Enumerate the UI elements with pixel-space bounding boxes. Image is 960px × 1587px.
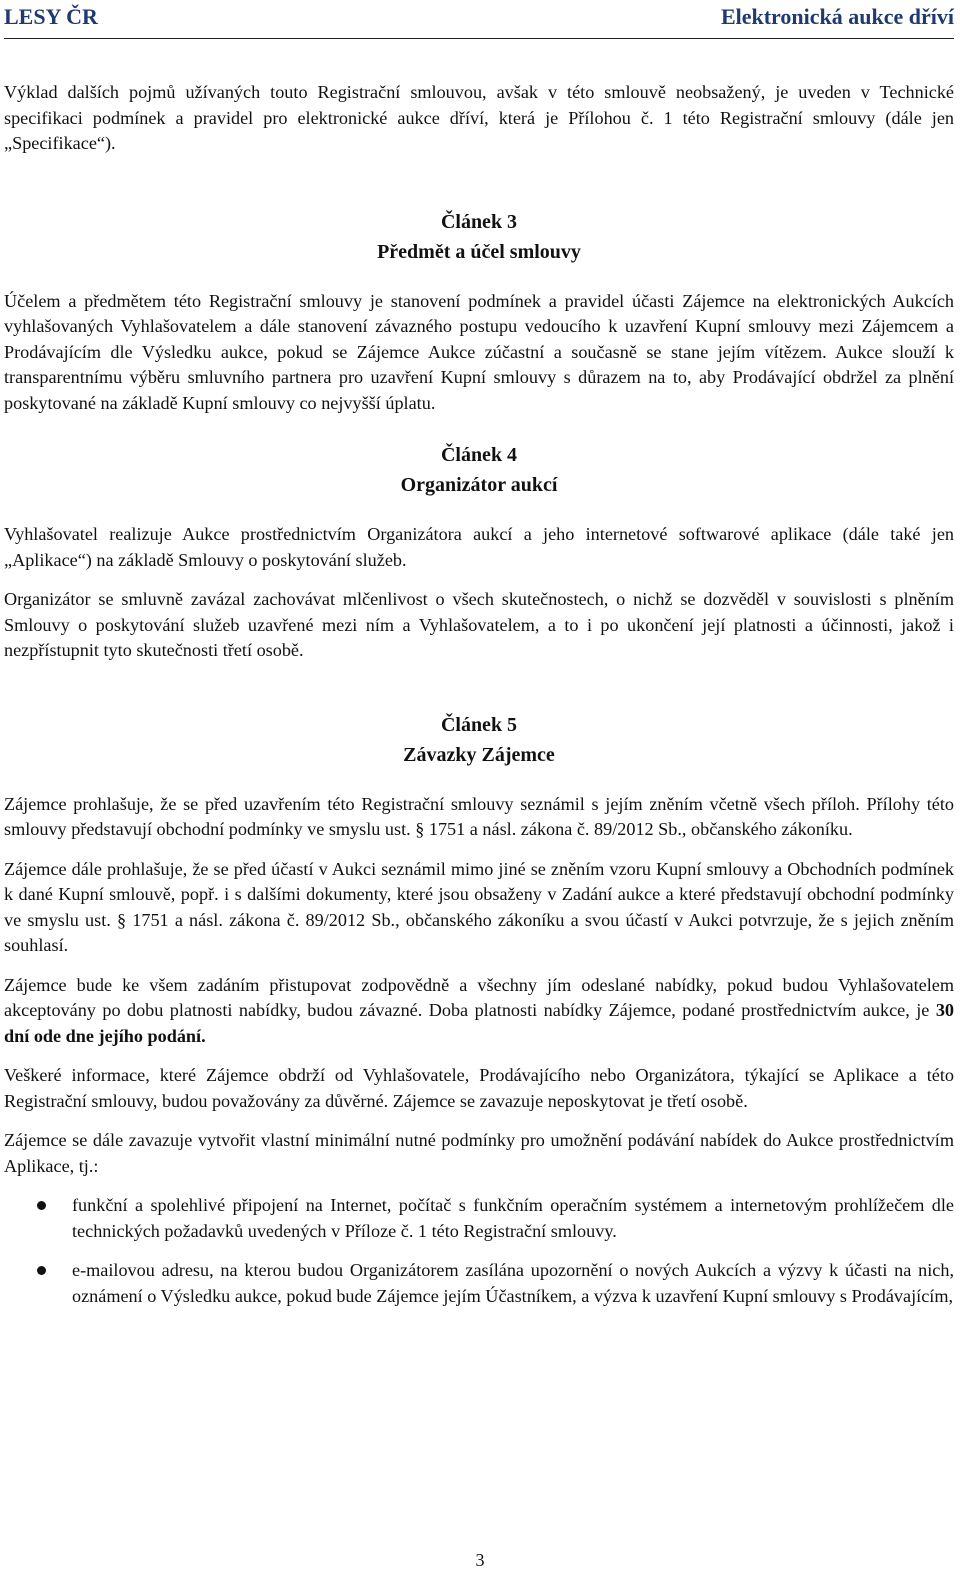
article-5-number: Článek 5 [440, 713, 518, 736]
article-5-title: Závazky Zájemce [403, 743, 555, 766]
requirements-list [4, 1193, 954, 1309]
page-number: 3 [475, 1550, 485, 1570]
header-right-title: Elektronická aukce dříví [720, 4, 954, 29]
article-5-paragraph-2: Zájemce dále prohlašuje, že se před účastí v Aukci seznámil mimo jiné se zněním vzoru Kupní smlouvy a Obchodních podmínek k dané Kupní smlouvě, popř. i s dalšími dokumenty, které jsou obsaženy v Zadání aukce a které představují obchodní podmínky ve smyslu ust. § 1751 a násl. zákona č. 89/2012 Sb., občanského zákoníku a svou účastí v Aukci potvrzuje, že s jejich zněním souhlasí. [4, 858, 954, 955]
intro-paragraph: Výklad dalších pojmů užívaných touto Registrační smlouvou, avšak v této smlouvě neobsažený, je uveden v Technické specifikaci podmínek a pravidel pro elektronické aukce dříví, která je Přílohou č. 1 této Registrační smlouvy (dále jen „Specifikace“). [4, 82, 954, 153]
article-4-title: Organizátor aukcí [400, 474, 558, 496]
article-4-number: Článek 4 [440, 444, 518, 466]
document-body [4, 80, 954, 1309]
list-item [4, 1193, 954, 1244]
article-5-paragraph-3-text: Zájemce bude ke všem zadáním přistupovat zodpovědně a všechny jím odeslané nabídky, pokud budou Vyhlašovatelem akceptovány po dobu platnosti nabídky, budou závazné. Doba platnosti nabídky Zájemce, podané prostřednictvím aukce, je [4, 974, 954, 1020]
article-3-paragraph: Účelem a předmětem této Registrační smlouvy je stanovení podmínek a pravidel účasti Zájemce na elektronických Aukcích vyhlašovaných Vyhlašovatelem a dále stanovení závazného postupu vedoucího k uzavření Kupní smlouvy mezi Zájemcem a Prodávajícím dle Výsledku aukce, pokud se Zájemce Aukce zúčastní a současně se stane jejím vítězem. Aukce slouží k transparentnímu výběru smluvního partnera pro uzavření Kupní smlouvy s důrazem na to, aby Prodávající obdržel za plnění poskytované na základě Kupní smlouvy co nejvyšší úplatu. [4, 290, 954, 413]
article-3-number: Článek 3 [440, 210, 518, 233]
article-5-paragraph-1: Zájemce prohlašuje, že se před uzavřením této Registrační smlouvy seznámil s jejím zněním včetně všech příloh. Přílohy této smlouvy představují obchodní podmínky ve smyslu ust. § 1751 a násl. zákona č. 89/2012 Sb., občanského zákoníku. [4, 793, 954, 839]
list-item-text: e-mailovou adresu, na kterou budou Organizátorem zasílána upozornění o nových Aukcích a výzvy k účasti na nich, oznámení o Výsledku aukce, pokud bude Zájemce jejím Účastníkem, a výzva k uzavření Kupní smlouvy s Prodávajícím, [72, 1260, 954, 1306]
article-5-paragraph-4: Veškeré informace, které Zájemce obdrží od Vyhlašovatele, Prodávajícího nebo Organizátora, týkající se Aplikace a této Registrační smlouvy, budou považovány za důvěrné. Zájemce se zavazuje neposkytovat je třetí osobě. [4, 1065, 954, 1111]
page-header [4, 2, 954, 39]
article-5-paragraph-5: Zájemce se dále zavazuje vytvořit vlastní minimální nutné podmínky pro umožnění podávání nabídek do Aukce prostřednictvím Aplikace, tj.: [4, 1130, 954, 1176]
article-4-paragraph-2: Organizátor se smluvně zavázal zachovávat mlčenlivost o všech skutečnostech, o nichž se dozvěděl v souvislosti s plněním Smlouvy o poskytování služeb uzavřené mezi ním a Vyhlašovatelem, a to i po ukončení její platnosti a účinnosti, jakož i nezpřístupnit tyto skutečnosti třetí osobě. [4, 589, 954, 660]
bullet-icon [37, 1266, 46, 1275]
article-5-paragraph-3 [4, 973, 954, 1050]
header-left-title: LESY ČR [4, 4, 98, 29]
article-4-paragraph-1: Vyhlašovatel realizuje Aukce prostřednictvím Organizátora aukcí a jeho internetové softwarové aplikace (dále také jen „Aplikace“) na základě Smlouvy o poskytování služeb. [4, 524, 954, 570]
offer-validity-bold: 30 dní ode dne jejího podání. [4, 1000, 954, 1046]
list-item-text: funkční a spolehlivé připojení na Internet, počítač s funkčním operačním systémem a internetovým prohlížečem dle technických požadavků uvedených v Příloze č. 1 této Registrační smlouvy. [72, 1195, 954, 1241]
list-item [4, 1258, 954, 1309]
bullet-icon [37, 1201, 46, 1210]
article-3-title: Předmět a účel smlouvy [377, 240, 581, 263]
